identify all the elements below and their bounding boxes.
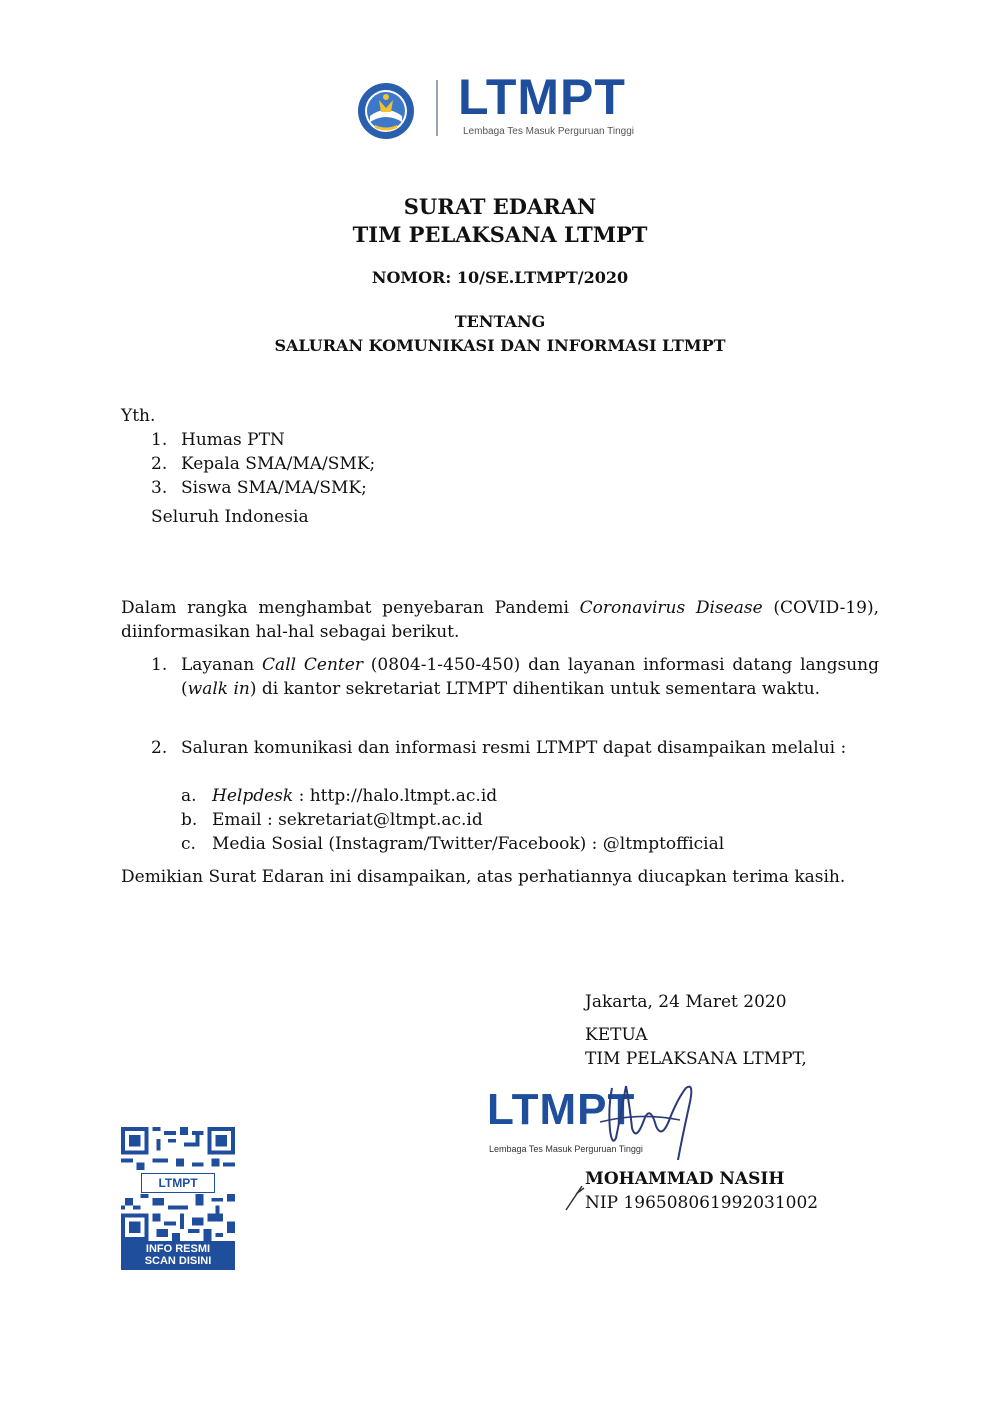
signer-organization: TIM PELAKSANA LTMPT, bbox=[585, 1049, 807, 1069]
sub-letter: b. bbox=[181, 810, 198, 830]
intro-paragraph bbox=[121, 596, 879, 644]
addressee-number: 1. bbox=[151, 430, 168, 450]
stamp-tagline: Lembaga Tes Masuk Perguruan Tinggi bbox=[489, 1144, 643, 1154]
addressee-item bbox=[151, 476, 367, 500]
addressee-number: 3. bbox=[151, 478, 168, 498]
qr-code-block[interactable] bbox=[121, 1127, 235, 1270]
salutation: Yth. bbox=[121, 406, 156, 426]
about-label: TENTANG bbox=[454, 312, 546, 331]
document-title: SURAT EDARAN bbox=[403, 194, 597, 219]
qr-badge: LTMPT bbox=[141, 1173, 215, 1193]
sub-letter: a. bbox=[181, 786, 197, 806]
logo-tagline: Lembaga Tes Masuk Perguruan Tinggi bbox=[463, 126, 635, 137]
channel-helpdesk bbox=[181, 784, 497, 808]
tut-wuri-handayani-emblem-icon bbox=[357, 82, 415, 140]
sub-text: Media Sosial (Instagram/Twitter/Facebook) : @ltmptofficial bbox=[212, 834, 725, 854]
item-text-part: Layanan bbox=[181, 655, 263, 675]
addressee-text: Kepala SMA/MA/SMK; bbox=[181, 454, 376, 474]
sub-letter: c. bbox=[181, 834, 196, 854]
signer-nip: NIP 196508061992031002 bbox=[585, 1193, 819, 1213]
intro-text: Dalam rangka menghambat penyebaran Pandemi bbox=[121, 598, 580, 618]
logo-divider bbox=[436, 80, 438, 136]
sub-text: : http://halo.ltmpt.ac.id bbox=[293, 786, 498, 806]
channel-email bbox=[181, 808, 483, 832]
item-italic: Call Center bbox=[262, 655, 363, 675]
sub-italic: Helpdesk bbox=[212, 786, 294, 806]
intro-text-end: (COVID-19), diinformasikan hal-hal sebagai berikut. bbox=[121, 598, 880, 642]
item-number: 2. bbox=[151, 738, 168, 758]
closing-paragraph: Demikian Surat Edaran ini disampaikan, atas perhatiannya diucapkan terima kasih. bbox=[121, 867, 846, 887]
item-text-part: ) di kantor sekretariat LTMPT dihentikan untuk sementara waktu. bbox=[249, 679, 821, 699]
signer-position: KETUA bbox=[585, 1025, 648, 1045]
qr-caption-line1: INFO RESMI bbox=[145, 1243, 211, 1255]
ltmpt-logo bbox=[357, 69, 657, 142]
document-number: NOMOR: 10/SE.LTMPT/2020 bbox=[371, 268, 629, 287]
document-issuer: TIM PELAKSANA LTMPT bbox=[352, 222, 648, 247]
addressee-region: Seluruh Indonesia bbox=[151, 507, 309, 527]
item-text-part: (0804-1-450-450) dan layanan informasi datang langsung ( bbox=[181, 655, 879, 699]
addressee-item bbox=[151, 428, 285, 452]
document-subject: SALURAN KOMUNIKASI DAN INFORMASI LTMPT bbox=[274, 336, 726, 355]
item-number: 1. bbox=[151, 655, 168, 675]
list-item bbox=[151, 653, 879, 701]
item-italic: walk in bbox=[187, 679, 250, 699]
item-text bbox=[181, 653, 879, 701]
channel-social-media bbox=[181, 832, 724, 856]
sub-text: Email : sekretariat@ltmpt.ac.id bbox=[212, 810, 483, 830]
logo-wordmark: LTMPT bbox=[458, 69, 626, 125]
list-item bbox=[151, 736, 879, 760]
stamp-wordmark: LTMPT bbox=[487, 1085, 636, 1134]
addressee-text: Humas PTN bbox=[181, 430, 285, 450]
signer-name: MOHAMMAD NASIH bbox=[585, 1169, 785, 1189]
addressee-number: 2. bbox=[151, 454, 168, 474]
qr-caption-line2: SCAN DISINI bbox=[144, 1255, 212, 1267]
intro-italic: Coronavirus Disease bbox=[579, 598, 763, 618]
addressee-item bbox=[151, 452, 375, 476]
item-text: Saluran komunikasi dan informasi resmi LTMPT dapat disampaikan melalui : bbox=[181, 738, 847, 758]
addressee-text: Siswa SMA/MA/SMK; bbox=[181, 478, 367, 498]
place-date: Jakarta, 24 Maret 2020 bbox=[585, 992, 787, 1012]
qr-caption bbox=[121, 1241, 235, 1270]
